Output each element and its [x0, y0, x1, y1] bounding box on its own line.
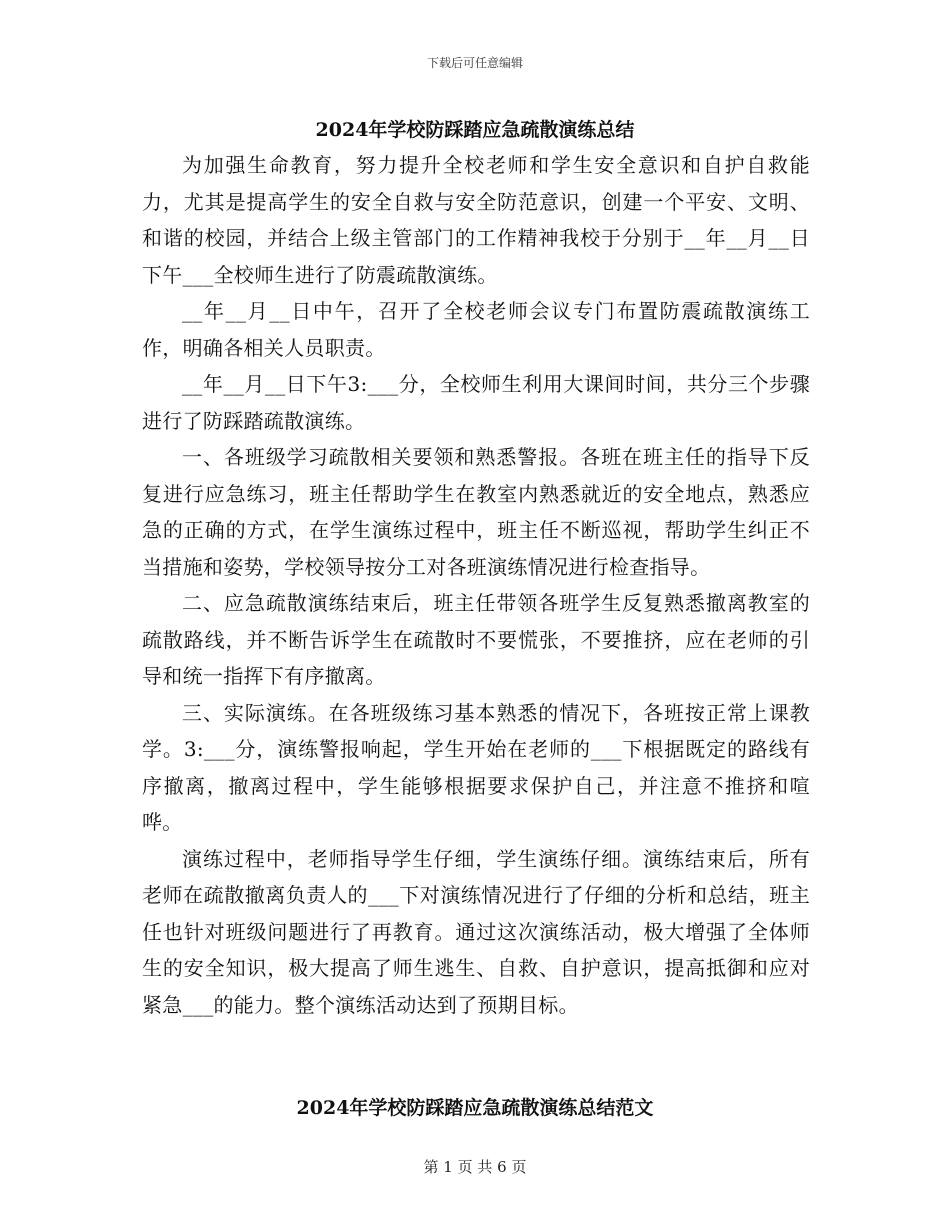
paragraph: 二、应急疏散演练结束后，班主任带领各班学生反复熟悉撤离教室的疏散路线，并不断告诉学生在疏散时不要慌张，不要推挤，应在老师的引导和统一指挥下有序撤离。 — [142, 591, 810, 688]
paragraph: __年__月__日中午，召开了全校老师会议专门布置防震疏散演练工作，明确各相关人员职责。 — [142, 299, 810, 360]
paragraph: 演练过程中，老师指导学生仔细，学生演练仔细。演练结束后，所有老师在疏散撤离负责人的___下对演练情况进行了仔细的分析和总结，班主任也针对班级问题进行了再教育。通过这次演练活动，极大增强了全体师生的安全知识，极大提高了师生逃生、自救、自护意识，提高抵御和应对紧急___的能力。整个演练活动达到了预期目标。 — [142, 846, 810, 1017]
paragraph: 一、各班级学习疏散相关要领和熟悉警报。各班在班主任的指导下反复进行应急练习，班主任帮助学生在教室内熟悉就近的安全地点，熟悉应急的正确的方式，在学生演练过程中，班主任不断巡视，帮助学生纠正不当措施和姿势，学校领导按分工对各班演练情况进行检查指导。 — [142, 445, 810, 579]
header-note: 下载后可任意编辑 — [426, 56, 523, 70]
paragraph: 为加强生命教育，努力提升全校老师和学生安全意识和自护自救能力，尤其是提高学生的安全自救与安全防范意识，创建一个平安、文明、和谐的校园，并结合上级主管部门的工作精神我校于分别于__年__月__日下午___全校师生进行了防震疏散演练。 — [142, 153, 810, 287]
document-title: 2024年学校防踩踏应急疏散演练总结 — [315, 119, 635, 141]
paragraph: __年__月__日下午3:___分，全校师生利用大课间时间，共分三个步骤进行了防踩踏疏散演练。 — [142, 372, 810, 433]
next-section-title: 2024年学校防踩踏应急疏散演练总结范文 — [296, 1097, 654, 1119]
page-number: 第 1 页 共 6 页 — [423, 1158, 527, 1176]
paragraph: 三、实际演练。在各班级练习基本熟悉的情况下，各班按正常上课教学。3:___分，演练警报响起，学生开始在老师的___下根据既定的路线有序撤离，撤离过程中，学生能够根据要求保护自己，并注意不推挤和喧哗。 — [142, 700, 810, 834]
document-body — [142, 147, 810, 1023]
